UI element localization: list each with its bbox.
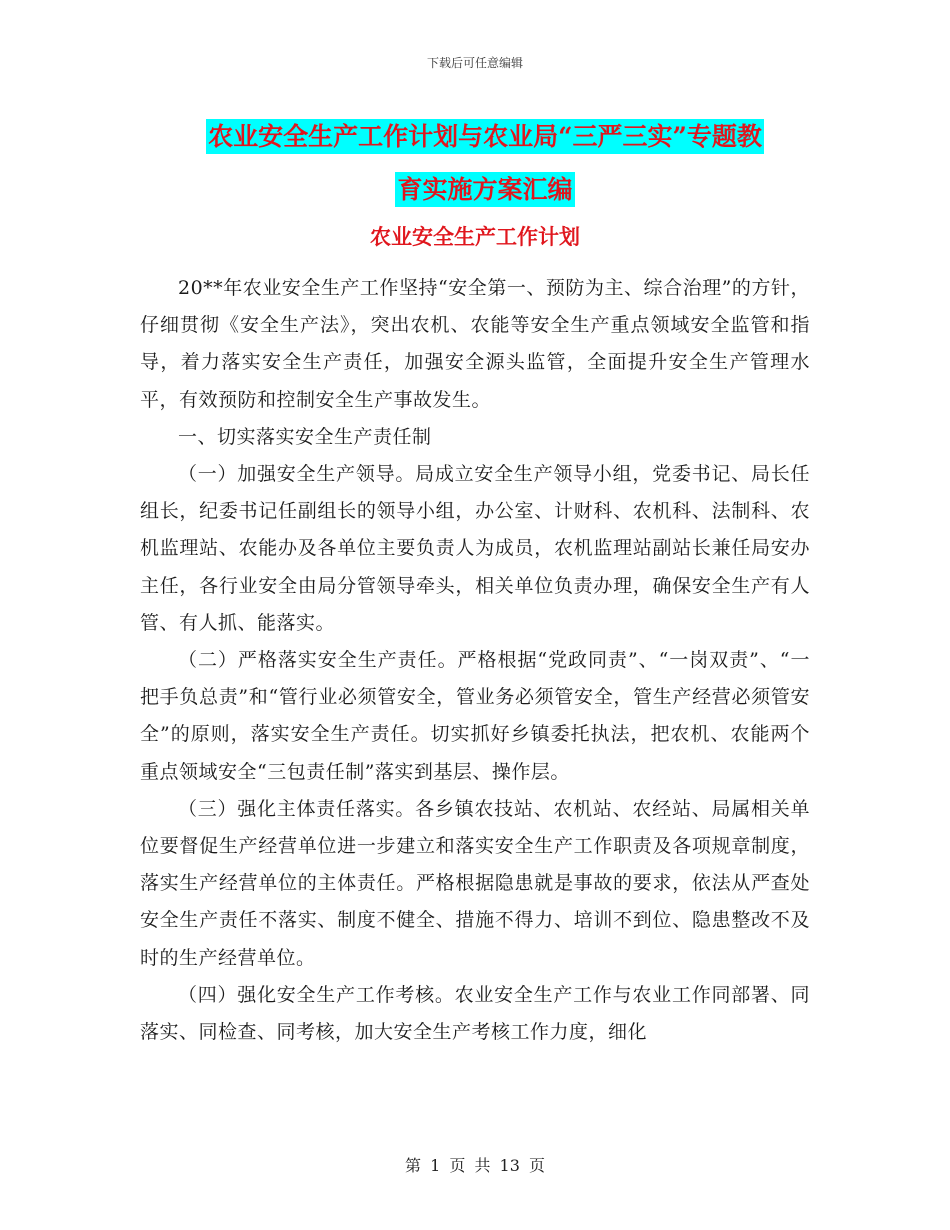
paragraph-intro: 20**年农业安全生产工作坚持“安全第一、预防为主、综合治理”的方针，仔细贯彻《安全生产法》，突出农机、农能等安全生产重点领域安全监管和指导，着力落实安全生产责任，加强安全源头监管，全面提升安全生产管理水平，有效预防和控制安全生产事故发生。 bbox=[140, 277, 810, 411]
document-title bbox=[140, 110, 830, 216]
paragraph-item-2: （二）严格落实安全生产责任。严格根据“党政同责”、“一岗双责”、“一把手负总责”和“管行业必须管安全，管业务必须管安全，管生产经营必须管安全”的原则，落实安全生产责任。切实抓好乡镇委托执法，把农机、农能两个重点领域安全“三包责任制”落实到基层、操作层。 bbox=[140, 649, 810, 783]
page-footer: 第 1 页 共 13 页 bbox=[405, 1156, 545, 1175]
paragraph-item-4: （四）强化安全生产工作考核。农业安全生产工作与农业工作同部署、同落实、同检查、同考核，加大安全生产考核工作力度，细化 bbox=[140, 983, 810, 1044]
document-title-line-1: 农业安全生产工作计划与农业局“三严三实”专题教 bbox=[206, 119, 764, 154]
document-title-line-2: 育实施方案汇编 bbox=[395, 172, 574, 207]
section-title: 农业安全生产工作计划 bbox=[370, 224, 580, 249]
body-text bbox=[140, 270, 810, 1051]
paragraph-item-3: （三）强化主体责任落实。各乡镇农技站、农机站、农经站、局属相关单位要督促生产经营单位进一步建立和落实安全生产工作职责及各项规章制度，落实生产经营单位的主体责任。严格根据隐患就是事故的要求，依法从严查处安全生产责任不落实、制度不健全、措施不得力、培训不到位、隐患整改不及时的生产经营单位。 bbox=[140, 797, 810, 969]
paragraph-item-1: （一）加强安全生产领导。局成立安全生产领导小组，党委书记、局长任组长，纪委书记任副组长的领导小组，办公室、计财科、农机科、法制科、农机监理站、农能办及各单位主要负责人为成员，农机监理站副站长兼任局安办主任，各行业安全由局分管领导牵头，相关单位负责办理，确保安全生产有人管、有人抓、能落实。 bbox=[140, 463, 810, 634]
header-note: 下载后可任意编辑 bbox=[426, 56, 523, 70]
paragraph-heading-1: 一、切实落实安全生产责任制 bbox=[178, 425, 432, 448]
